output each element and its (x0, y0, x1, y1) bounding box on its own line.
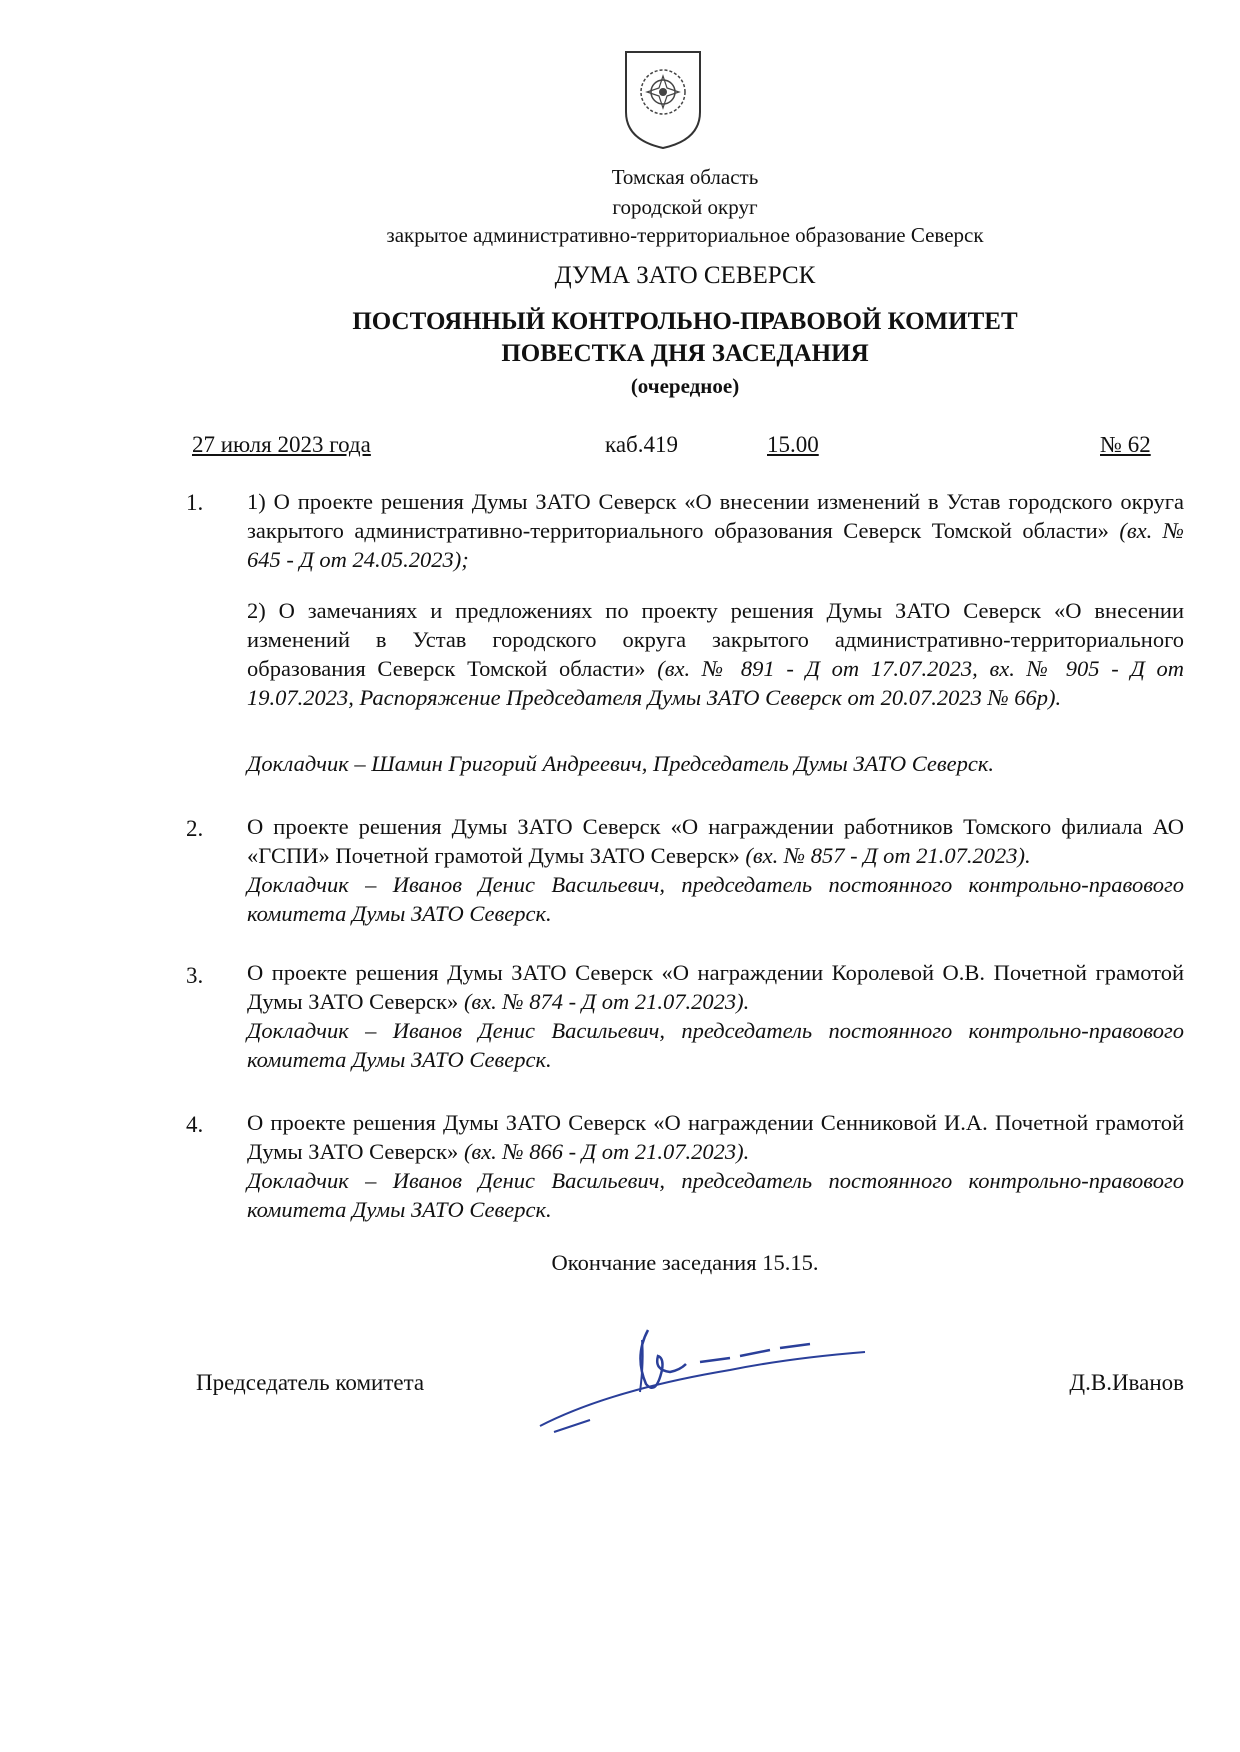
meeting-time: 15.00 (767, 432, 819, 457)
speaker-line: Докладчик – Иванов Денис Васильевич, председатель постоянного контрольно-правового комитета Думы ЗАТО Северск. (247, 872, 1184, 926)
agenda-paragraph: О проекте решения Думы ЗАТО Северск «О награждении Сенниковой И.А. Почетной грамотой Думы ЗАТО Северск» (вх. № 866 - Д от 21.07.2023). Докладчик – Иванов Денис Васильевич, председатель постоянного контрольно-правового комитета Думы ЗАТО Северск. (247, 1110, 1184, 1222)
header-region: Томская область (611, 165, 759, 189)
agenda-paragraph: О проекте решения Думы ЗАТО Северск «О награждении работников Томского филиала АО «ГСПИ» Почетной грамотой Думы ЗАТО Северск» (вх. № 857 - Д от 21.07.2023). Докладчик – Иванов Денис Васильевич, председатель постоянного контрольно-правового комитета Думы ЗАТО Северск. (247, 814, 1184, 926)
header-district: городской округ (612, 195, 758, 219)
header-zato: закрытое административно-территориальное образование Северск (386, 223, 984, 247)
agenda-paragraph: 2) О замечаниях и предложениях по проекту решения Думы ЗАТО Северск «О внесении изменений в Устав городского округа закрытого административно-территориального образования Северск Томской области» (вх. № 891 - Д от 17.07.2023, вх. № 905 - Д от 19.07.2023, Распоряжение Председателя Думы ЗАТО Северск от 20.07.2023 № 66р). (247, 598, 1185, 710)
closing-line: Окончание заседания 15.15. (551, 1250, 819, 1275)
item-number: 1. (186, 490, 204, 515)
meeting-room: каб.419 (605, 432, 678, 457)
handwritten-signature (530, 1300, 870, 1440)
duma-title: ДУМА ЗАТО СЕВЕРСК (554, 262, 816, 289)
meeting-type: (очередное) (630, 374, 740, 398)
item-number: 3. (186, 963, 204, 988)
signature-role: Председатель комитета (196, 1370, 425, 1395)
speaker-line: Докладчик – Иванов Денис Васильевич, председатель постоянного контрольно-правового комитета Думы ЗАТО Северск. (247, 1168, 1184, 1222)
item-number: 4. (186, 1112, 204, 1137)
agenda-title: ПОВЕСТКА ДНЯ ЗАСЕДАНИЯ (501, 340, 869, 367)
agenda-paragraph: О проекте решения Думы ЗАТО Северск «О награждении Королевой О.В. Почетной грамотой Думы ЗАТО Северск» (вх. № 874 - Д от 21.07.2023). Докладчик – Иванов Денис Васильевич, председатель постоянного контрольно-правового комитета Думы ЗАТО Северск. (247, 960, 1184, 1072)
meeting-number: № 62 (1100, 432, 1151, 457)
coat-of-arms-icon (622, 48, 704, 152)
meeting-date: 27 июля 2023 года (192, 432, 371, 457)
speaker-line: Докладчик – Шамин Григорий Андреевич, Председатель Думы ЗАТО Северск. (247, 751, 995, 776)
item-number: 2. (186, 816, 204, 841)
speaker-line: Докладчик – Иванов Денис Васильевич, председатель постоянного контрольно-правового комитета Думы ЗАТО Северск. (247, 1018, 1184, 1072)
committee-title: ПОСТОЯННЫЙ КОНТРОЛЬНО-ПРАВОВОЙ КОМИТЕТ (352, 308, 1018, 335)
agenda-paragraph: 1) О проекте решения Думы ЗАТО Северск «О внесении изменений в Устав городского округа закрытого административно-территориального образования Северск Томской области» (вх. № 645 - Д от 24.05.2023); (247, 489, 1185, 572)
signature-name: Д.В.Иванов (1069, 1370, 1184, 1395)
